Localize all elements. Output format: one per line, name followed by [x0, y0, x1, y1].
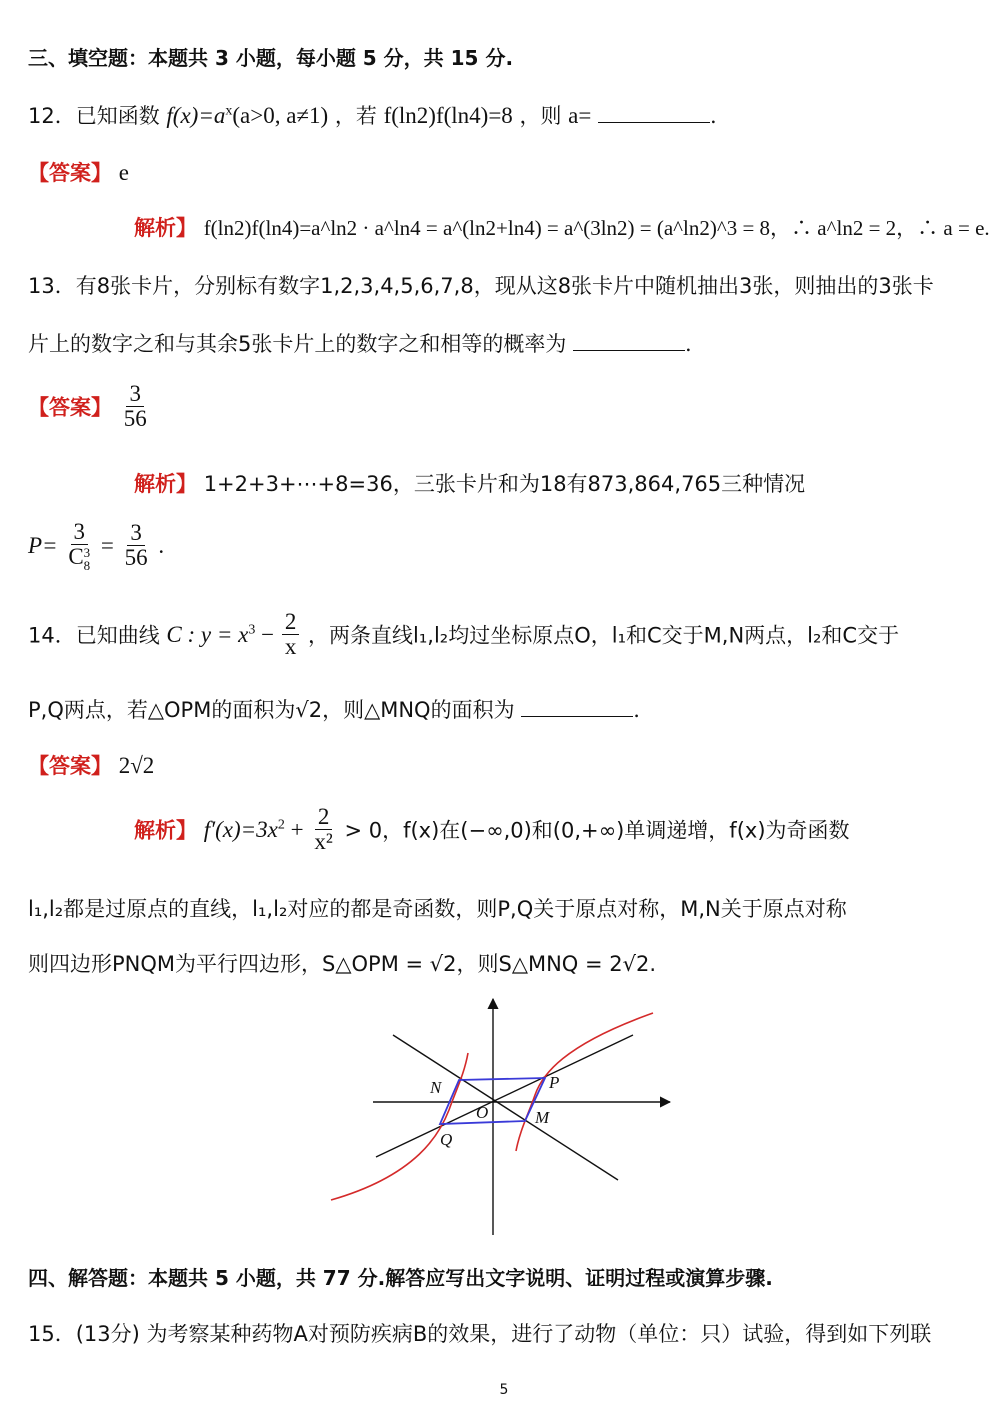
answer-tag: 【答案】: [28, 161, 112, 185]
solution-text: 1+2+3+⋯+8=36，三张卡片和为18有873,864,765三种情况: [203, 472, 806, 496]
deriv-fraction: [311, 805, 335, 854]
q14-number: 14．已知曲线: [28, 623, 160, 648]
solution-text: > 0，f(x)在(−∞,0)和(0,+∞)单调递增，f(x)为奇函数: [344, 818, 850, 843]
question-13-line2: [28, 328, 692, 358]
fraction-numerator: 3: [126, 382, 144, 407]
page-number: 5: [499, 1382, 509, 1398]
label-n: N: [430, 1078, 442, 1097]
parallelogram-figure: [328, 995, 678, 1240]
comb-sub: 8: [83, 557, 91, 573]
question-12: [28, 100, 717, 130]
label-q: Q: [440, 1130, 453, 1149]
fraction-denominator: 56: [124, 545, 148, 571]
section3-header: 三、填空题：本题共 3 小题，每小题 5 分，共 15 分.: [28, 46, 514, 70]
answer-value: e: [118, 160, 129, 185]
fraction-numerator: 2: [315, 805, 333, 830]
question-15: 15．(13分) 为考察某种药物A对预防疾病B的效果，进行了动物（单位：只）试验，得到如下列联: [28, 1322, 932, 1346]
solution-tag: 解析】: [134, 472, 197, 496]
q12-sup: x: [225, 103, 233, 119]
solution-14-line2: l₁,l₂都是过原点的直线，l₁,l₂对应的都是奇函数，则P,Q关于原点对称，M,N关于原点对称: [28, 897, 847, 921]
prob-label: P=: [28, 532, 58, 558]
solution-13-probability: [28, 520, 164, 572]
prob-fraction-1: [65, 520, 93, 572]
label-o: O: [476, 1103, 489, 1122]
plus: +: [284, 816, 310, 842]
answer-blank[interactable]: [573, 332, 685, 351]
q13-text: 片上的数字之和与其余5张卡片上的数字之和相等的概率为: [28, 332, 567, 356]
section4-header: 四、解答题：本题共 5 小题，共 77 分.解答应写出文字说明、证明过程或演算步骤.: [28, 1266, 773, 1290]
answer-14: [28, 750, 154, 780]
fraction-denominator: x²: [314, 829, 333, 855]
prob-fraction-2: [122, 521, 151, 570]
fraction-numerator: 3: [71, 520, 89, 545]
q14-minus: −: [255, 621, 280, 647]
question-14-line1: [28, 610, 899, 659]
label-m: M: [535, 1108, 550, 1127]
solution-tag: 解析】: [134, 216, 197, 240]
solution-tag: 解析】: [134, 818, 197, 843]
curve-left-branch: [331, 1053, 468, 1200]
comb-sup: 3: [83, 544, 91, 560]
question-13-line1: 13．有8张卡片，分别标有数字1,2,3,4,5,6,7,8，现从这8张卡片中随机抽出3张，则抽出的3张卡: [28, 274, 934, 298]
equals: =: [100, 532, 114, 558]
answer-12: [28, 157, 129, 187]
solution-12: [134, 212, 990, 242]
fraction-denominator: 56: [123, 406, 147, 432]
q12-mid: ，若: [334, 104, 377, 128]
q14-fraction: [282, 610, 300, 659]
q12-end: ，则: [519, 104, 562, 128]
line-l1: [393, 1035, 618, 1180]
q14-tail: .: [633, 698, 640, 722]
q12-equation: f(ln2)f(ln4)=8: [383, 103, 513, 128]
label-p: P: [549, 1073, 560, 1092]
solution-expression: f(ln2)f(ln4)=a^ln2 · a^ln4 = a^(ln2+ln4) = a^(3ln2) = (a^ln2)^3 = 8，∴ a^ln2 = 2，∴ a = e.: [203, 216, 990, 240]
answer-value: 2√2: [118, 753, 155, 778]
q12-condition: (a>0, a≠1): [232, 103, 329, 128]
answer-fraction: [121, 382, 150, 431]
q12-tail: .: [710, 104, 717, 128]
fraction-numerator: 2: [282, 610, 300, 635]
answer-blank[interactable]: [521, 698, 633, 717]
q14-text: P,Q两点，若△OPM的面积为√2，则△MNQ的面积为: [28, 698, 515, 722]
answer-tag: 【答案】: [28, 395, 112, 420]
q14-curve: C : y = x: [166, 621, 249, 647]
q12-ask: a=: [568, 103, 592, 128]
q14-sup: 3: [248, 621, 256, 637]
derivative: f′(x)=3x: [203, 816, 278, 842]
solution-13: [134, 468, 805, 498]
q12-number: 12．已知函数: [28, 104, 160, 128]
tail: .: [158, 532, 165, 558]
answer-13: [28, 382, 152, 431]
q14-rest: ，两条直线l₁,l₂均过坐标原点O，l₁和C交于M,N两点，l₂和C交于: [308, 623, 900, 648]
line-l2: [376, 1035, 633, 1157]
q13-tail: .: [685, 332, 692, 356]
q12-function: f(x)=a: [166, 103, 226, 128]
curve-right-branch: [516, 1013, 653, 1151]
fraction-numerator: 3: [127, 521, 145, 546]
answer-blank[interactable]: [598, 104, 710, 123]
question-14-line2: [28, 694, 640, 724]
solution-14-line3: 则四边形PNQM为平行四边形，S△OPM = √2，则S△MNQ = 2√2.: [28, 952, 657, 976]
combination-symbol: C: [68, 544, 84, 570]
answer-tag: 【答案】: [28, 754, 112, 778]
solution-14-line1: [134, 805, 850, 854]
deriv-sup: 2: [277, 816, 285, 832]
fraction-denominator: x: [284, 634, 297, 660]
